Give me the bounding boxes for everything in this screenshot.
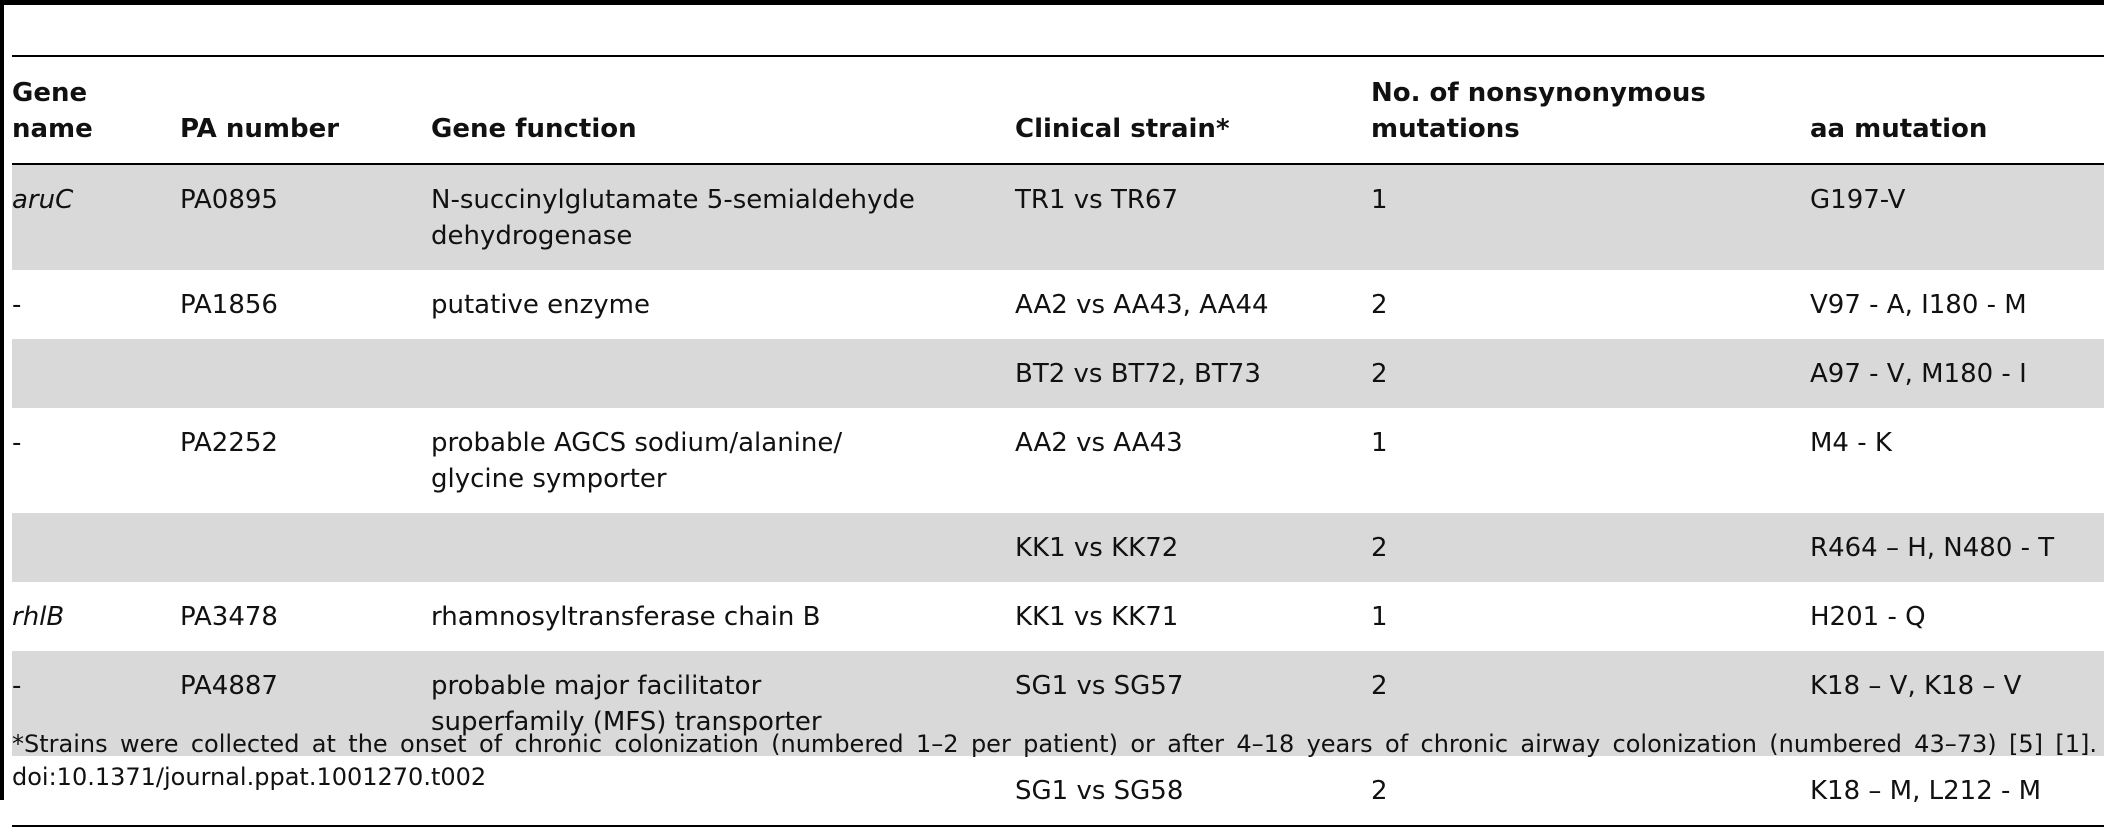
table-container: [12, 55, 2104, 827]
cell-aa-mutation: M4 - K: [1810, 428, 1892, 458]
table-row: [12, 513, 2104, 582]
cell-pa-number: [180, 513, 431, 582]
cell-gene-name: aruC: [12, 164, 180, 270]
cell-pa-number: PA3478: [180, 602, 278, 632]
cell-clinical-strain: AA2 vs AA43: [1015, 428, 1183, 458]
table-row: [12, 408, 2104, 513]
header-row: [12, 56, 2104, 164]
doi-text: doi:10.1371/journal.ppat.1001270.t002: [12, 763, 487, 791]
table-footnote: *Strains were collected at the onset of chronic colonization (numbered 1–2 per patient) or after 4–18 years of chronic airway colonization (numbered 43–73) [5] [1].: [12, 730, 2097, 758]
cell-mutation-count: 1: [1371, 164, 1810, 270]
cell-clinical-strain: KK1 vs KK71: [1015, 602, 1179, 632]
cell-gene-name: [12, 513, 180, 582]
cell-aa-mutation: R464 – H, N480 - T: [1810, 513, 2104, 582]
cell-clinical-strain: AA2 vs AA43, AA44: [1015, 290, 1269, 320]
cell-mutation-count: 2: [1371, 290, 1388, 320]
cell-gene-function: [431, 339, 1015, 408]
table-body: [12, 164, 2104, 826]
cell-pa-number: PA2252: [180, 428, 278, 458]
table-row: [12, 270, 2104, 339]
cell-mutation-count: 2: [1371, 776, 1388, 806]
table-row: [12, 339, 2104, 408]
table-header: [12, 56, 2104, 164]
cell-clinical-strain: KK1 vs KK72: [1015, 513, 1371, 582]
cell-gene-function: [431, 756, 1015, 826]
cell-aa-mutation: K18 – M, L212 - M: [1810, 776, 2042, 806]
header-pa-number: PA number: [180, 114, 340, 144]
cell-gene-function: rhamnosyltransferase chain B: [431, 602, 821, 632]
cell-aa-mutation: K18 – V, K18 – V: [1810, 651, 2104, 756]
cell-aa-mutation: V97 - A, I180 - M: [1810, 290, 2027, 320]
mutations-table: [12, 55, 2104, 827]
cell-gene-function: putative enzyme: [431, 290, 651, 320]
cell-aa-mutation: A97 - V, M180 - I: [1810, 339, 2104, 408]
cell-gene-function: probable major facilitator superfamily (MFS) transporter: [431, 651, 1015, 756]
cell-aa-mutation: H201 - Q: [1810, 602, 1926, 632]
header-gene-function: Gene function: [431, 114, 637, 144]
cell-pa-number: PA0895: [180, 164, 431, 270]
cell-gene-function: N-succinylglutamate 5-semialdehyde dehydrogenase: [431, 164, 1015, 270]
cell-pa-number: PA4887: [180, 651, 431, 756]
cell-pa-number: PA1856: [180, 290, 278, 320]
cell-gene-name: rhlB: [12, 602, 65, 632]
cell-clinical-strain: TR1 vs TR67: [1015, 164, 1371, 270]
cell-mutation-count: 2: [1371, 339, 1810, 408]
cell-pa-number: [180, 339, 431, 408]
cell-clinical-strain: SG1 vs SG58: [1015, 776, 1184, 806]
header-clinical-strain: Clinical strain*: [1015, 114, 1230, 144]
header-aa-mutation: aa mutation: [1810, 114, 1988, 144]
cell-clinical-strain: SG1 vs SG57: [1015, 651, 1371, 756]
cell-mutation-count: 2: [1371, 651, 1810, 756]
cell-gene-function: [431, 513, 1015, 582]
cell-gene-name: -: [12, 290, 22, 320]
cell-gene-name: -: [12, 651, 180, 756]
cell-gene-name: [12, 339, 180, 408]
cell-gene-function: probable AGCS sodium/alanine/ glycine symporter: [431, 428, 843, 494]
top-rule: [0, 0, 2104, 5]
header-nonsynonymous-count: No. of nonsynonymous mutations: [1371, 78, 1706, 144]
cell-aa-mutation: G197-V: [1810, 164, 2104, 270]
header-gene-name: Gene name: [12, 78, 93, 144]
cell-gene-name: -: [12, 428, 22, 458]
table-row: [12, 582, 2104, 651]
cell-mutation-count: 1: [1371, 428, 1388, 458]
cell-mutation-count: 1: [1371, 602, 1388, 632]
table-row: [12, 164, 2104, 270]
cell-mutation-count: 2: [1371, 513, 1810, 582]
cell-clinical-strain: BT2 vs BT72, BT73: [1015, 339, 1371, 408]
left-rule: [0, 0, 4, 800]
